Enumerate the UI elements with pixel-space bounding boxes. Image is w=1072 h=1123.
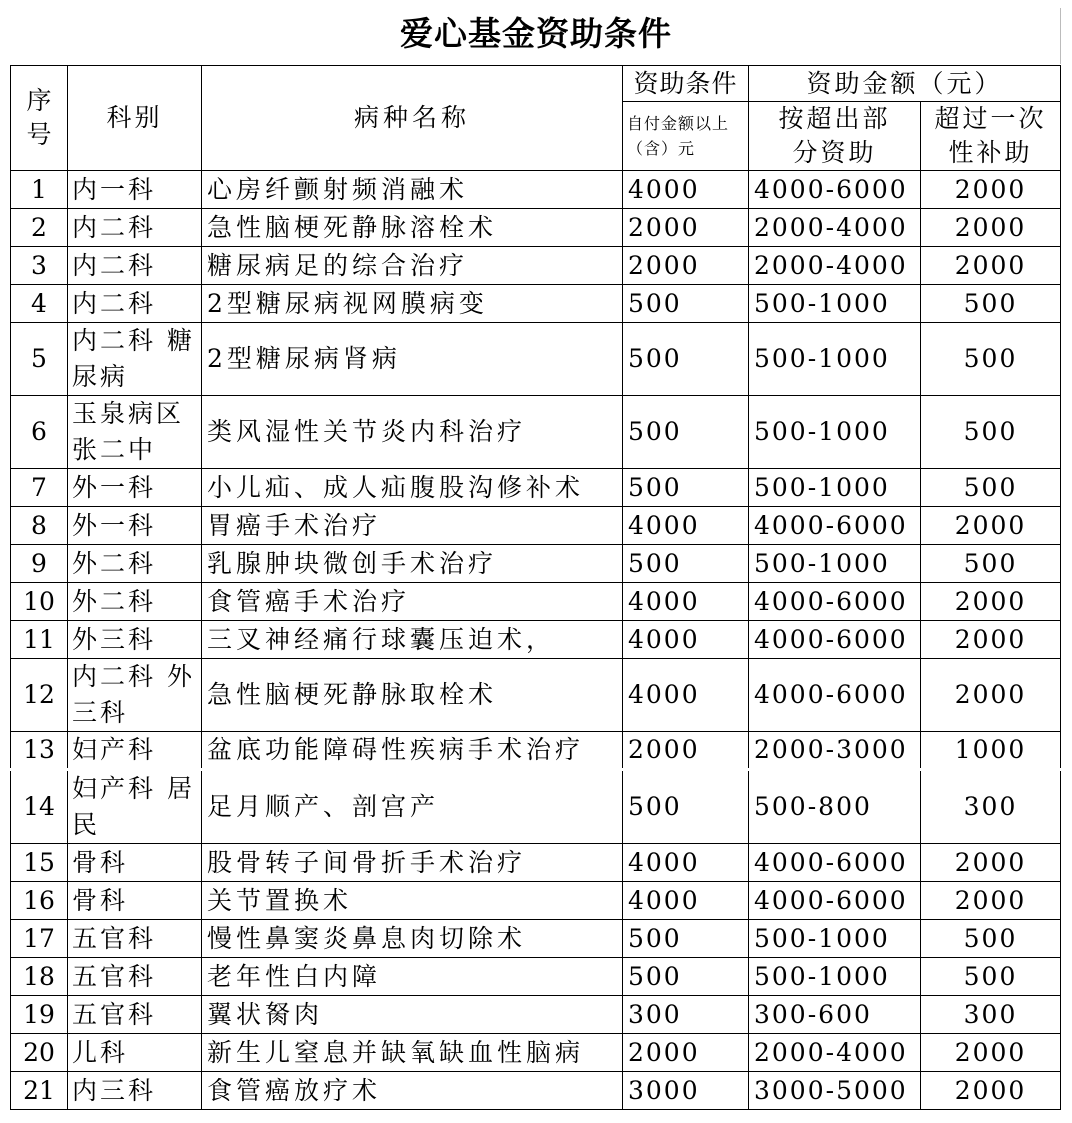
one-time-subsidy-cell: 300 — [921, 770, 1061, 844]
row-number: 17 — [11, 920, 68, 958]
amount-range-cell: 4000-6000 — [749, 659, 921, 732]
header-disease: 病种名称 — [202, 66, 623, 171]
threshold-cell: 500 — [623, 323, 749, 396]
table-row — [11, 920, 1061, 958]
one-time-subsidy-cell: 2000 — [921, 507, 1061, 545]
funding-table — [10, 65, 1061, 1110]
one-time-subsidy-cell: 2000 — [921, 583, 1061, 621]
disease-cell: 关节置换术 — [202, 882, 623, 920]
table-row — [11, 659, 1061, 732]
row-number: 3 — [11, 247, 68, 285]
disease-cell: 盆底功能障碍性疾病手术治疗 — [202, 732, 623, 770]
row-number: 7 — [11, 469, 68, 507]
threshold-cell: 500 — [623, 770, 749, 844]
one-time-subsidy-cell: 300 — [921, 996, 1061, 1034]
one-time-subsidy-cell: 500 — [921, 285, 1061, 323]
row-number: 13 — [11, 732, 68, 770]
department-cell: 内二科 — [68, 285, 202, 323]
department-cell: 骨科 — [68, 882, 202, 920]
row-number: 8 — [11, 507, 68, 545]
amount-range-cell: 500-800 — [749, 770, 921, 844]
one-time-subsidy-cell: 500 — [921, 396, 1061, 469]
row-number: 5 — [11, 323, 68, 396]
header-amount-excess: 按超出部分资助 — [749, 102, 921, 171]
department-cell: 五官科 — [68, 920, 202, 958]
table-row — [11, 882, 1061, 920]
disease-cell: 老年性白内障 — [202, 958, 623, 996]
threshold-cell: 4000 — [623, 171, 749, 209]
threshold-cell: 4000 — [623, 882, 749, 920]
table-row — [11, 1034, 1061, 1072]
one-time-subsidy-cell: 2000 — [921, 621, 1061, 659]
row-number: 16 — [11, 882, 68, 920]
threshold-cell: 500 — [623, 958, 749, 996]
disease-cell: 食管癌放疗术 — [202, 1072, 623, 1110]
table-row — [11, 545, 1061, 583]
table-row — [11, 583, 1061, 621]
disease-cell: 胃癌手术治疗 — [202, 507, 623, 545]
table-row — [11, 507, 1061, 545]
one-time-subsidy-cell: 500 — [921, 545, 1061, 583]
table-row — [11, 770, 1061, 844]
one-time-subsidy-cell: 500 — [921, 469, 1061, 507]
one-time-subsidy-cell: 2000 — [921, 171, 1061, 209]
department-cell: 五官科 — [68, 958, 202, 996]
table-row — [11, 396, 1061, 469]
threshold-cell: 2000 — [623, 247, 749, 285]
one-time-subsidy-cell: 500 — [921, 920, 1061, 958]
table-row — [11, 621, 1061, 659]
header-dept: 科别 — [68, 66, 202, 171]
threshold-cell: 300 — [623, 996, 749, 1034]
amount-range-cell: 2000-4000 — [749, 247, 921, 285]
one-time-subsidy-cell: 2000 — [921, 247, 1061, 285]
table-body — [11, 171, 1061, 1110]
row-number: 14 — [11, 770, 68, 844]
header-amount-group: 资助金额（元） — [749, 66, 1061, 102]
amount-range-cell: 4000-6000 — [749, 844, 921, 882]
divider — [1060, 8, 1061, 64]
row-number: 20 — [11, 1034, 68, 1072]
threshold-cell: 500 — [623, 469, 749, 507]
amount-range-cell: 500-1000 — [749, 920, 921, 958]
disease-cell: 小儿疝、成人疝腹股沟修补术 — [202, 469, 623, 507]
threshold-cell: 3000 — [623, 1072, 749, 1110]
page-title: 爱心基金资助条件 — [400, 14, 672, 53]
department-cell: 五官科 — [68, 996, 202, 1034]
one-time-subsidy-cell: 2000 — [921, 659, 1061, 732]
amount-range-cell: 4000-6000 — [749, 621, 921, 659]
amount-range-cell: 4000-6000 — [749, 507, 921, 545]
department-cell: 妇产科 — [68, 732, 202, 770]
table-row — [11, 1072, 1061, 1110]
department-cell: 内三科 — [68, 1072, 202, 1110]
row-number: 19 — [11, 996, 68, 1034]
department-cell: 内二科 — [68, 247, 202, 285]
disease-cell: 类风湿性关节炎内科治疗 — [202, 396, 623, 469]
table-row — [11, 844, 1061, 882]
department-cell: 玉泉病区 张二中 — [68, 396, 202, 469]
amount-range-cell: 500-1000 — [749, 958, 921, 996]
department-cell: 骨科 — [68, 844, 202, 882]
amount-range-cell: 500-1000 — [749, 323, 921, 396]
threshold-cell: 2000 — [623, 732, 749, 770]
row-number: 21 — [11, 1072, 68, 1110]
one-time-subsidy-cell: 2000 — [921, 844, 1061, 882]
disease-cell: 食管癌手术治疗 — [202, 583, 623, 621]
amount-range-cell: 500-1000 — [749, 469, 921, 507]
amount-range-cell: 2000-3000 — [749, 732, 921, 770]
table-row — [11, 958, 1061, 996]
one-time-subsidy-cell: 2000 — [921, 1034, 1061, 1072]
disease-cell: 足月顺产、剖宫产 — [202, 770, 623, 844]
disease-cell: 慢性鼻窦炎鼻息肉切除术 — [202, 920, 623, 958]
department-cell: 内二科 外三科 — [68, 659, 202, 732]
disease-cell: 股骨转子间骨折手术治疗 — [202, 844, 623, 882]
one-time-subsidy-cell: 2000 — [921, 1072, 1061, 1110]
row-number: 2 — [11, 209, 68, 247]
one-time-subsidy-cell: 500 — [921, 323, 1061, 396]
amount-range-cell: 2000-4000 — [749, 1034, 921, 1072]
department-cell: 外二科 — [68, 583, 202, 621]
threshold-cell: 500 — [623, 396, 749, 469]
one-time-subsidy-cell: 2000 — [921, 882, 1061, 920]
amount-range-cell: 4000-6000 — [749, 882, 921, 920]
row-number: 11 — [11, 621, 68, 659]
department-cell: 儿科 — [68, 1034, 202, 1072]
threshold-cell: 4000 — [623, 621, 749, 659]
row-number: 15 — [11, 844, 68, 882]
one-time-subsidy-cell: 2000 — [921, 209, 1061, 247]
header-no: 序号 — [11, 66, 68, 171]
table-row — [11, 247, 1061, 285]
row-number: 6 — [11, 396, 68, 469]
disease-cell: 三叉神经痛行球囊压迫术， — [202, 621, 623, 659]
amount-range-cell: 500-1000 — [749, 285, 921, 323]
department-cell: 内二科 糖尿病 — [68, 323, 202, 396]
disease-cell: 心房纤颤射频消融术 — [202, 171, 623, 209]
table-row — [11, 171, 1061, 209]
disease-cell: 翼状胬肉 — [202, 996, 623, 1034]
row-number: 4 — [11, 285, 68, 323]
threshold-cell: 500 — [623, 285, 749, 323]
amount-range-cell: 4000-6000 — [749, 583, 921, 621]
threshold-cell: 500 — [623, 545, 749, 583]
table-row — [11, 996, 1061, 1034]
disease-cell: 2型糖尿病肾病 — [202, 323, 623, 396]
header-amount-once: 超过一次性补助 — [921, 102, 1061, 171]
threshold-cell: 500 — [623, 920, 749, 958]
disease-cell: 乳腺肿块微创手术治疗 — [202, 545, 623, 583]
disease-cell: 2型糖尿病视网膜病变 — [202, 285, 623, 323]
row-number: 18 — [11, 958, 68, 996]
department-cell: 外一科 — [68, 469, 202, 507]
amount-range-cell: 500-1000 — [749, 545, 921, 583]
disease-cell: 新生儿窒息并缺氧缺血性脑病 — [202, 1034, 623, 1072]
row-number: 1 — [11, 171, 68, 209]
threshold-cell: 4000 — [623, 659, 749, 732]
one-time-subsidy-cell: 1000 — [921, 732, 1061, 770]
amount-range-cell: 4000-6000 — [749, 171, 921, 209]
department-cell: 内二科 — [68, 209, 202, 247]
amount-range-cell: 300-600 — [749, 996, 921, 1034]
table-row — [11, 285, 1061, 323]
amount-range-cell: 3000-5000 — [749, 1072, 921, 1110]
table-row — [11, 732, 1061, 770]
table-row — [11, 469, 1061, 507]
disease-cell: 急性脑梗死静脉取栓术 — [202, 659, 623, 732]
one-time-subsidy-cell: 500 — [921, 958, 1061, 996]
threshold-cell: 4000 — [623, 583, 749, 621]
department-cell: 内一科 — [68, 171, 202, 209]
department-cell: 妇产科 居 民 — [68, 770, 202, 844]
threshold-cell: 4000 — [623, 844, 749, 882]
table-row — [11, 209, 1061, 247]
row-number: 10 — [11, 583, 68, 621]
department-cell: 外一科 — [68, 507, 202, 545]
disease-cell: 糖尿病足的综合治疗 — [202, 247, 623, 285]
disease-cell: 急性脑梗死静脉溶栓术 — [202, 209, 623, 247]
threshold-cell: 2000 — [623, 1034, 749, 1072]
table-row — [11, 323, 1061, 396]
department-cell: 外二科 — [68, 545, 202, 583]
amount-range-cell: 2000-4000 — [749, 209, 921, 247]
threshold-cell: 2000 — [623, 209, 749, 247]
department-cell: 外三科 — [68, 621, 202, 659]
threshold-cell: 4000 — [623, 507, 749, 545]
header-condition-sub: 自付金额以上（含）元 — [623, 102, 749, 171]
row-number: 9 — [11, 545, 68, 583]
row-number: 12 — [11, 659, 68, 732]
header-condition-group: 资助条件 — [623, 66, 749, 102]
amount-range-cell: 500-1000 — [749, 396, 921, 469]
